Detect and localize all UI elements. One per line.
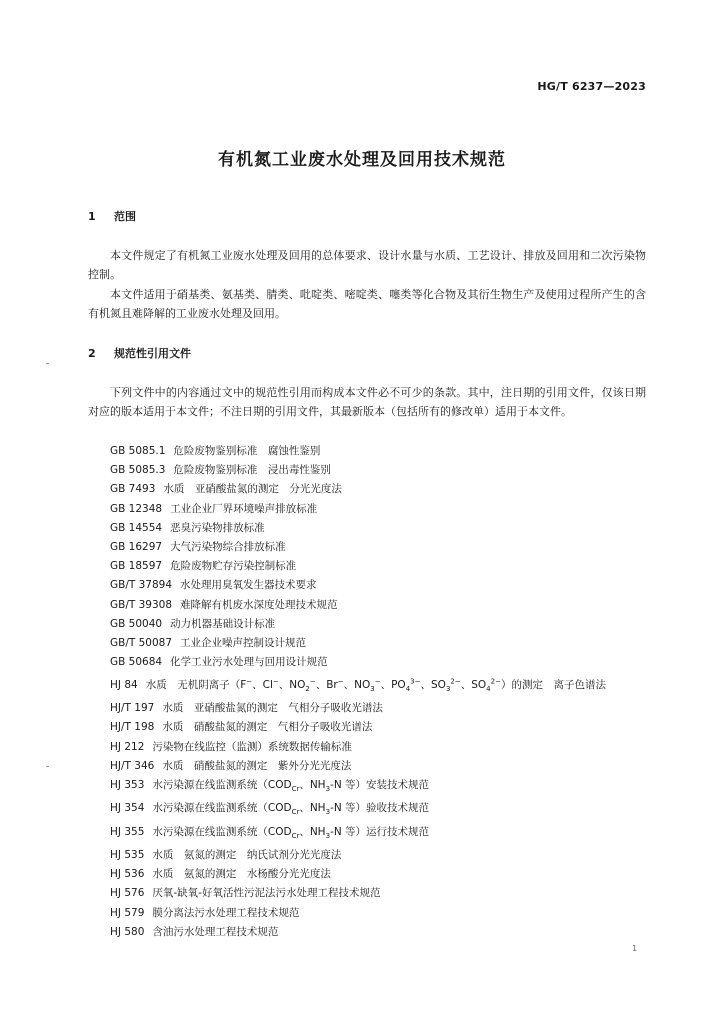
reference-list (88, 442, 646, 942)
reference-item (88, 904, 646, 923)
reference-title: 水污染源在线监测系统（$COD_{Cr}$、$NH_3-N$ 等）运行技术规范 (152, 825, 430, 840)
reference-code: GB 50684 (110, 656, 163, 669)
margin-mark (46, 766, 49, 767)
reference-title: 膜分离法污水处理工程技术规范 (152, 906, 300, 919)
reference-title: 化学工业污水处理与回用设计规范 (170, 656, 328, 669)
reference-item (88, 461, 646, 480)
section-2-heading (88, 345, 191, 361)
reference-item (88, 718, 646, 737)
reference-title: 危险废物鉴别标准 浸出毒性鉴别 (173, 464, 331, 477)
reference-title: 水污染源在线监测系统（$COD_{Cr}$、$NH_3-N$ 等）验收技术规范 (152, 802, 430, 817)
reference-title: 水质 亚硝酸盐氮的测定 气相分子吸收光谱法 (162, 702, 383, 715)
reference-title: 水质 氨氮的测定 水杨酸分光光度法 (152, 868, 331, 881)
reference-code: HJ/T 197 (110, 702, 155, 715)
section-1-paragraph-2: 本文件适用于硝基类、氨基类、腈类、吡啶类、嘧啶类、噻类等化合物及其衍生物生产及使用过程所产生的含有机氮且难降解的工业废水处理及回用。 (88, 288, 646, 320)
reference-code: HJ 354 (110, 802, 145, 815)
section-title: 规范性引用文件 (114, 347, 191, 360)
reference-code: GB 18597 (110, 560, 163, 573)
reference-code: GB 50040 (110, 617, 163, 630)
reference-code: HJ 576 (110, 887, 145, 900)
reference-code: HJ/T 198 (110, 721, 155, 734)
section-title: 范围 (114, 210, 136, 223)
reference-item (88, 776, 646, 799)
reference-title: 水质 硝酸盐氮的测定 紫外分光光度法 (162, 759, 352, 772)
section-1-heading (88, 208, 136, 224)
standard-number: HG/T 6237—2023 (537, 80, 646, 93)
reference-title: 水处理用臭氧发生器技术要求 (180, 579, 317, 592)
reference-title: 水质 无机阴离子（F−、Cl−、$NO_2^-$、Br−、$NO_3^-$、$PO_4^{3-}$、$SO_3^{2-}$、$SO_4^{2-}$）的测定 离子色谱法 (145, 677, 606, 694)
reference-item (88, 480, 646, 499)
reference-title: 水质 硝酸盐氮的测定 气相分子吸收光谱法 (162, 721, 373, 734)
reference-code: GB/T 50087 (110, 637, 173, 650)
reference-item (88, 923, 646, 942)
margin-mark (46, 363, 49, 364)
reference-item (88, 672, 646, 699)
reference-code: GB 12348 (110, 502, 163, 515)
reference-code: GB 14554 (110, 521, 163, 534)
section-2-paragraph-1: 下列文件中的内容通过文中的规范性引用而构成本文件必不可少的条款。其中，注日期的引用文件，仅该日期对应的版本适用于本文件；不注日期的引用文件，其最新版本（包括所有的修改单）适用于本文件。 (88, 386, 646, 418)
reference-title: 厌氧-缺氧-好氧活性污泥法污水处理工程技术规范 (152, 887, 381, 900)
reference-item (88, 500, 646, 519)
reference-item (88, 846, 646, 865)
reference-title: 工业企业厂界环境噪声排放标准 (170, 502, 318, 515)
reference-item (88, 699, 646, 718)
reference-title: 危险废物鉴别标准 腐蚀性鉴别 (173, 445, 321, 457)
reference-title: 危险废物贮存污染控制标准 (170, 560, 297, 573)
reference-item (88, 557, 646, 576)
reference-title: 难降解有机废水深度处理技术规范 (180, 598, 338, 611)
reference-code: HJ 84 (110, 678, 138, 691)
reference-item (88, 823, 646, 846)
reference-title: 含油污水处理工程技术规范 (152, 925, 279, 938)
reference-item (88, 634, 646, 653)
reference-item (88, 596, 646, 615)
reference-item (88, 653, 646, 672)
section-number: 2 (88, 347, 96, 360)
reference-title: 污染物在线监控（监测）系统数据传输标准 (152, 740, 352, 753)
reference-code: GB/T 39308 (110, 598, 173, 611)
reference-code: HJ 580 (110, 925, 145, 938)
reference-code: GB/T 37894 (110, 579, 173, 592)
section-1-paragraph-1: 本文件规定了有机氮工业废水处理及回用的总体要求、设计水量与水质、工艺设计、排放及回用和二次污染物控制。 (88, 249, 646, 281)
reference-code: HJ/T 346 (110, 759, 155, 772)
section-number: 1 (88, 210, 96, 223)
reference-item (88, 799, 646, 822)
reference-code: GB 7493 (110, 483, 156, 496)
reference-item (88, 538, 646, 557)
reference-item (88, 615, 646, 634)
document-title: 有机氮工业废水处理及回用技术规范 (218, 150, 506, 170)
reference-code: GB 5085.3 (110, 464, 166, 477)
reference-title: 水质 氨氮的测定 纳氏试剂分光光度法 (152, 848, 342, 861)
reference-item (88, 884, 646, 903)
reference-item (88, 865, 646, 884)
reference-title: 水污染源在线监测系统（$COD_{Cr}$、$NH_3-N$ 等）安装技术规范 (152, 779, 430, 794)
reference-title: 水质 亚硝酸盐氮的测定 分光光度法 (163, 483, 342, 496)
reference-code: GB 16297 (110, 541, 163, 554)
reference-item (88, 576, 646, 595)
reference-code: HJ 355 (110, 825, 145, 838)
page-number: 1 (632, 944, 638, 953)
reference-title: 动力机器基础设计标准 (170, 617, 276, 630)
reference-item (88, 442, 646, 461)
reference-code: HJ 353 (110, 779, 145, 792)
reference-code: HJ 536 (110, 868, 145, 881)
reference-code: HJ 579 (110, 906, 145, 919)
reference-code: HJ 212 (110, 740, 145, 753)
reference-item (88, 738, 646, 757)
reference-code: GB 5085.1 (110, 445, 166, 457)
reference-title: 工业企业噪声控制设计规范 (180, 637, 307, 650)
reference-item (88, 519, 646, 538)
reference-title: 大气污染物综合排放标准 (170, 541, 286, 554)
reference-title: 恶臭污染物排放标准 (170, 521, 265, 534)
reference-code: HJ 535 (110, 848, 145, 861)
reference-item (88, 757, 646, 776)
